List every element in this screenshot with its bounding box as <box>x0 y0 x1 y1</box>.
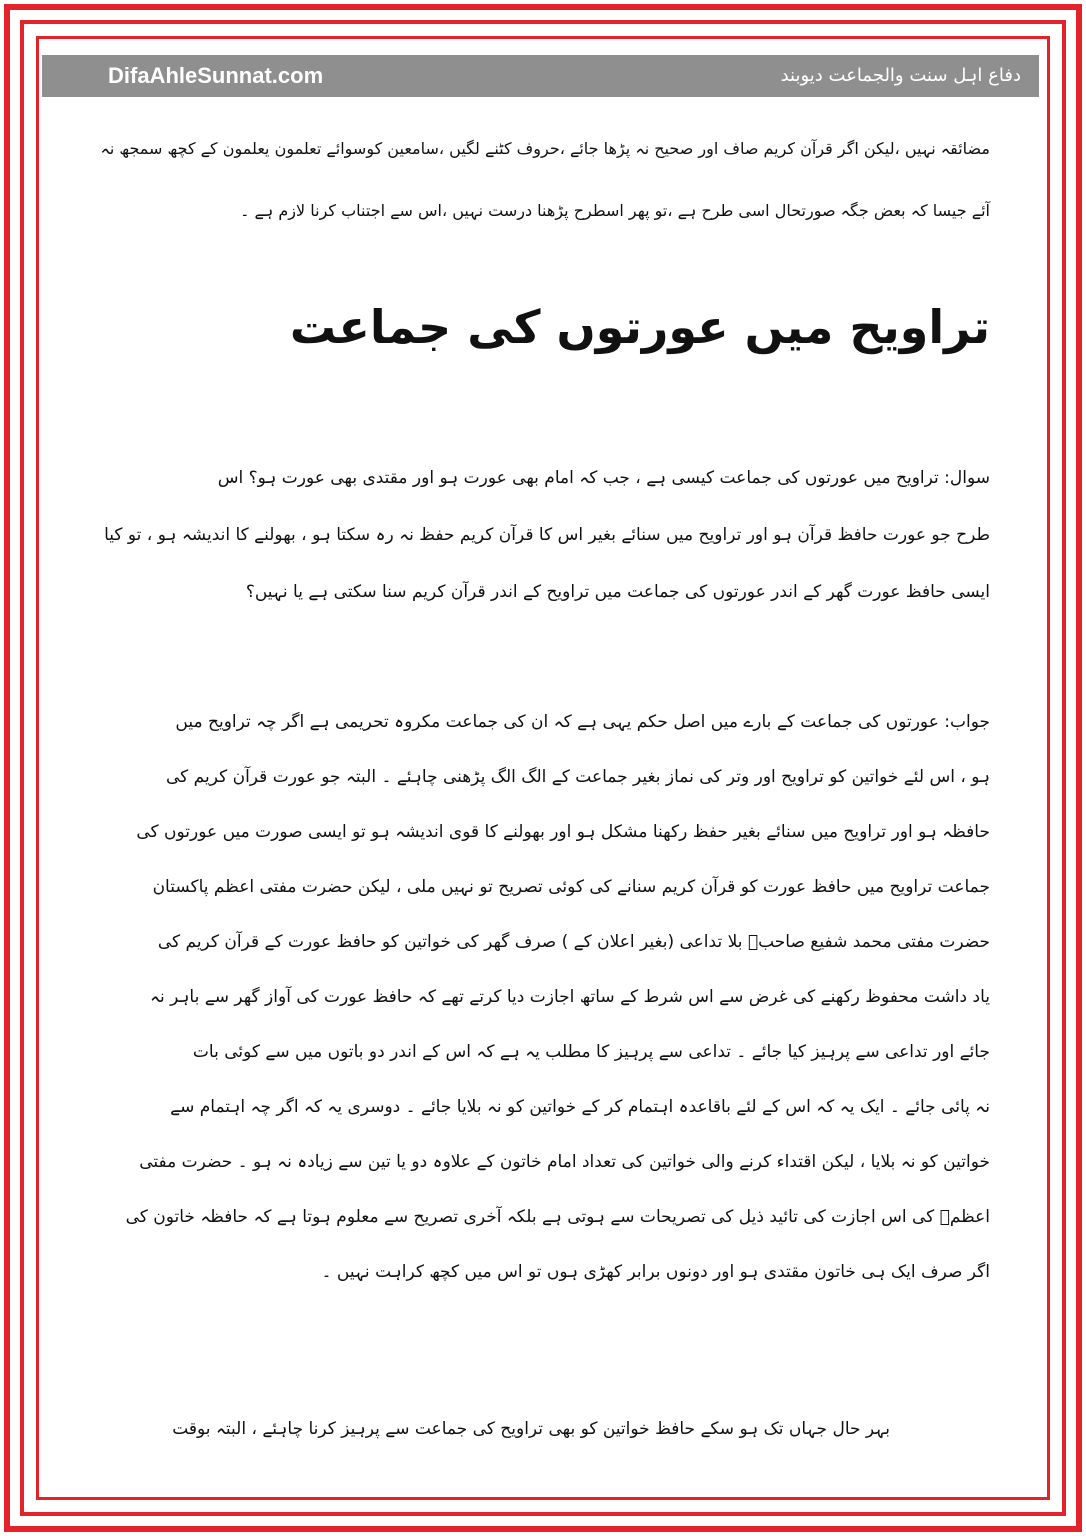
intro-line: مضائقہ نہیں ،لیکن اگر قرآن کریم صاف اور صحیح نہ پڑھا جائے ،حروف کٹنے لگیں ،سامعین کوسوائے تعلمون یعلمون کے کچھ سمجھ نہ <box>100 139 990 158</box>
question-paragraph <box>104 450 990 621</box>
answer-line: اعظمؒ کی اس اجازت کی تائید ذیل کی تصریحات سے ہوتی ہے بلکہ آخری تصریح سے معلوم ہوتا ہے کہ حافظہ خاتون کی <box>125 1207 990 1227</box>
answer-line: اگر صرف ایک ہی خاتون مقتدی ہو اور دونوں برابر کھڑی ہوں تو اس میں کچھ کراہت نہیں ۔ <box>321 1262 990 1282</box>
header-band <box>42 55 1039 97</box>
answer-line: حضرت مفتی محمد شفیع صاحبؒ بلا تداعی (بغیر اعلان کے ) صرف گھر کی خواتین کو حافظ عورت کے قرآن کریم کی <box>157 932 990 952</box>
answer-line: خواتین کو نہ بلایا ، لیکن اقتداء کرنے والی خواتین کی تعداد امام خاتون کے علاوہ دو یا تین سے زیادہ نہ ہو ۔ حضرت مفتی <box>139 1152 990 1172</box>
intro-paragraph <box>100 118 990 242</box>
answer-line: یاد داشت محفوظ رکھنے کی غرض سے اس شرط کے ساتھ اجازت دیا کرتے تھے کہ حافظ عورت کی آواز گھر سے باہر نہ <box>149 987 990 1007</box>
question-line: سوال: تراویح میں عورتوں کی جماعت کیسی ہے ، جب کہ امام بھی عورت ہو اور مقتدی بھی عورت ہو؟ اس <box>217 468 990 488</box>
answer-line: ہو ، اس لئے خواتین کو تراویح اور وتر کی نماز بغیر جماعت کے الگ الگ پڑھنی چاہئے ۔ البتہ جو عورت قرآن کریم کی <box>166 767 990 787</box>
site-name: DifaAhleSunnat.com <box>108 63 324 88</box>
header-title: دفاع اہل سنت والجماعت دیوبند <box>780 65 1021 86</box>
closing-line: بہر حال جہاں تک ہو سکے حافظ خواتین کو بھی تراویح کی جماعت سے پرہیز کرنا چاہئے ، البتہ بوقت <box>172 1419 890 1439</box>
question-line: ایسی حافظ عورت گھر کے اندر عورتوں کی جماعت میں تراویح کے اندر قرآن کریم سنا سکتی ہے یا نہیں؟ <box>245 582 990 602</box>
answer-paragraph <box>126 695 990 1300</box>
answer-line: نہ پائی جائے ۔ ایک یہ کہ اس کے لئے باقاعدہ اہتمام کر کے خواتین کو نہ بلایا جائے ۔ دوسری یہ کہ اگر چہ اہتمام سے <box>170 1097 990 1117</box>
answer-line: جواب: عورتوں کی جماعت کے بارے میں اصل حکم یہی ہے کہ ان کی جماعت مکروہ تحریمی ہے اگر چہ تراویح میں <box>175 712 990 732</box>
answer-line: جائے اور تداعی سے پرہیز کیا جائے ۔ تداعی سے پرہیز کا مطلب یہ ہے کہ اس کے اندر دو باتوں میں سے کوئی بات <box>192 1042 990 1062</box>
answer-line: جماعت تراویح میں حافظ عورت کو قرآن کریم سنانے کی کوئی تصریح تو نہیں ملی ، لیکن حضرت مفتی اعظم پاکستان <box>152 877 990 897</box>
answer-line: حافظہ ہو اور تراویح میں سنائے بغیر حفظ رکھنا مشکل ہو اور بھولنے کا قوی اندیشہ ہو تو ایسی صورت میں عورتوں کی <box>136 822 990 842</box>
question-line: طرح جو عورت حافظ قرآن ہو اور تراویح میں سنائے بغیر اس کا قرآن کریم حفظ نہ رہ سکتا ہو ، بھولنے کا اندیشہ ہو ، تو کیا <box>104 525 990 545</box>
intro-line: آئے جیسا کہ بعض جگہ صورتحال اسی طرح ہے ،تو پھر اسطرح پڑھنا درست نہیں ،اس سے اجتناب کرنا لازم ہے ۔ <box>240 201 990 220</box>
section-heading: تراویح میں عورتوں کی جماعت <box>289 300 990 354</box>
